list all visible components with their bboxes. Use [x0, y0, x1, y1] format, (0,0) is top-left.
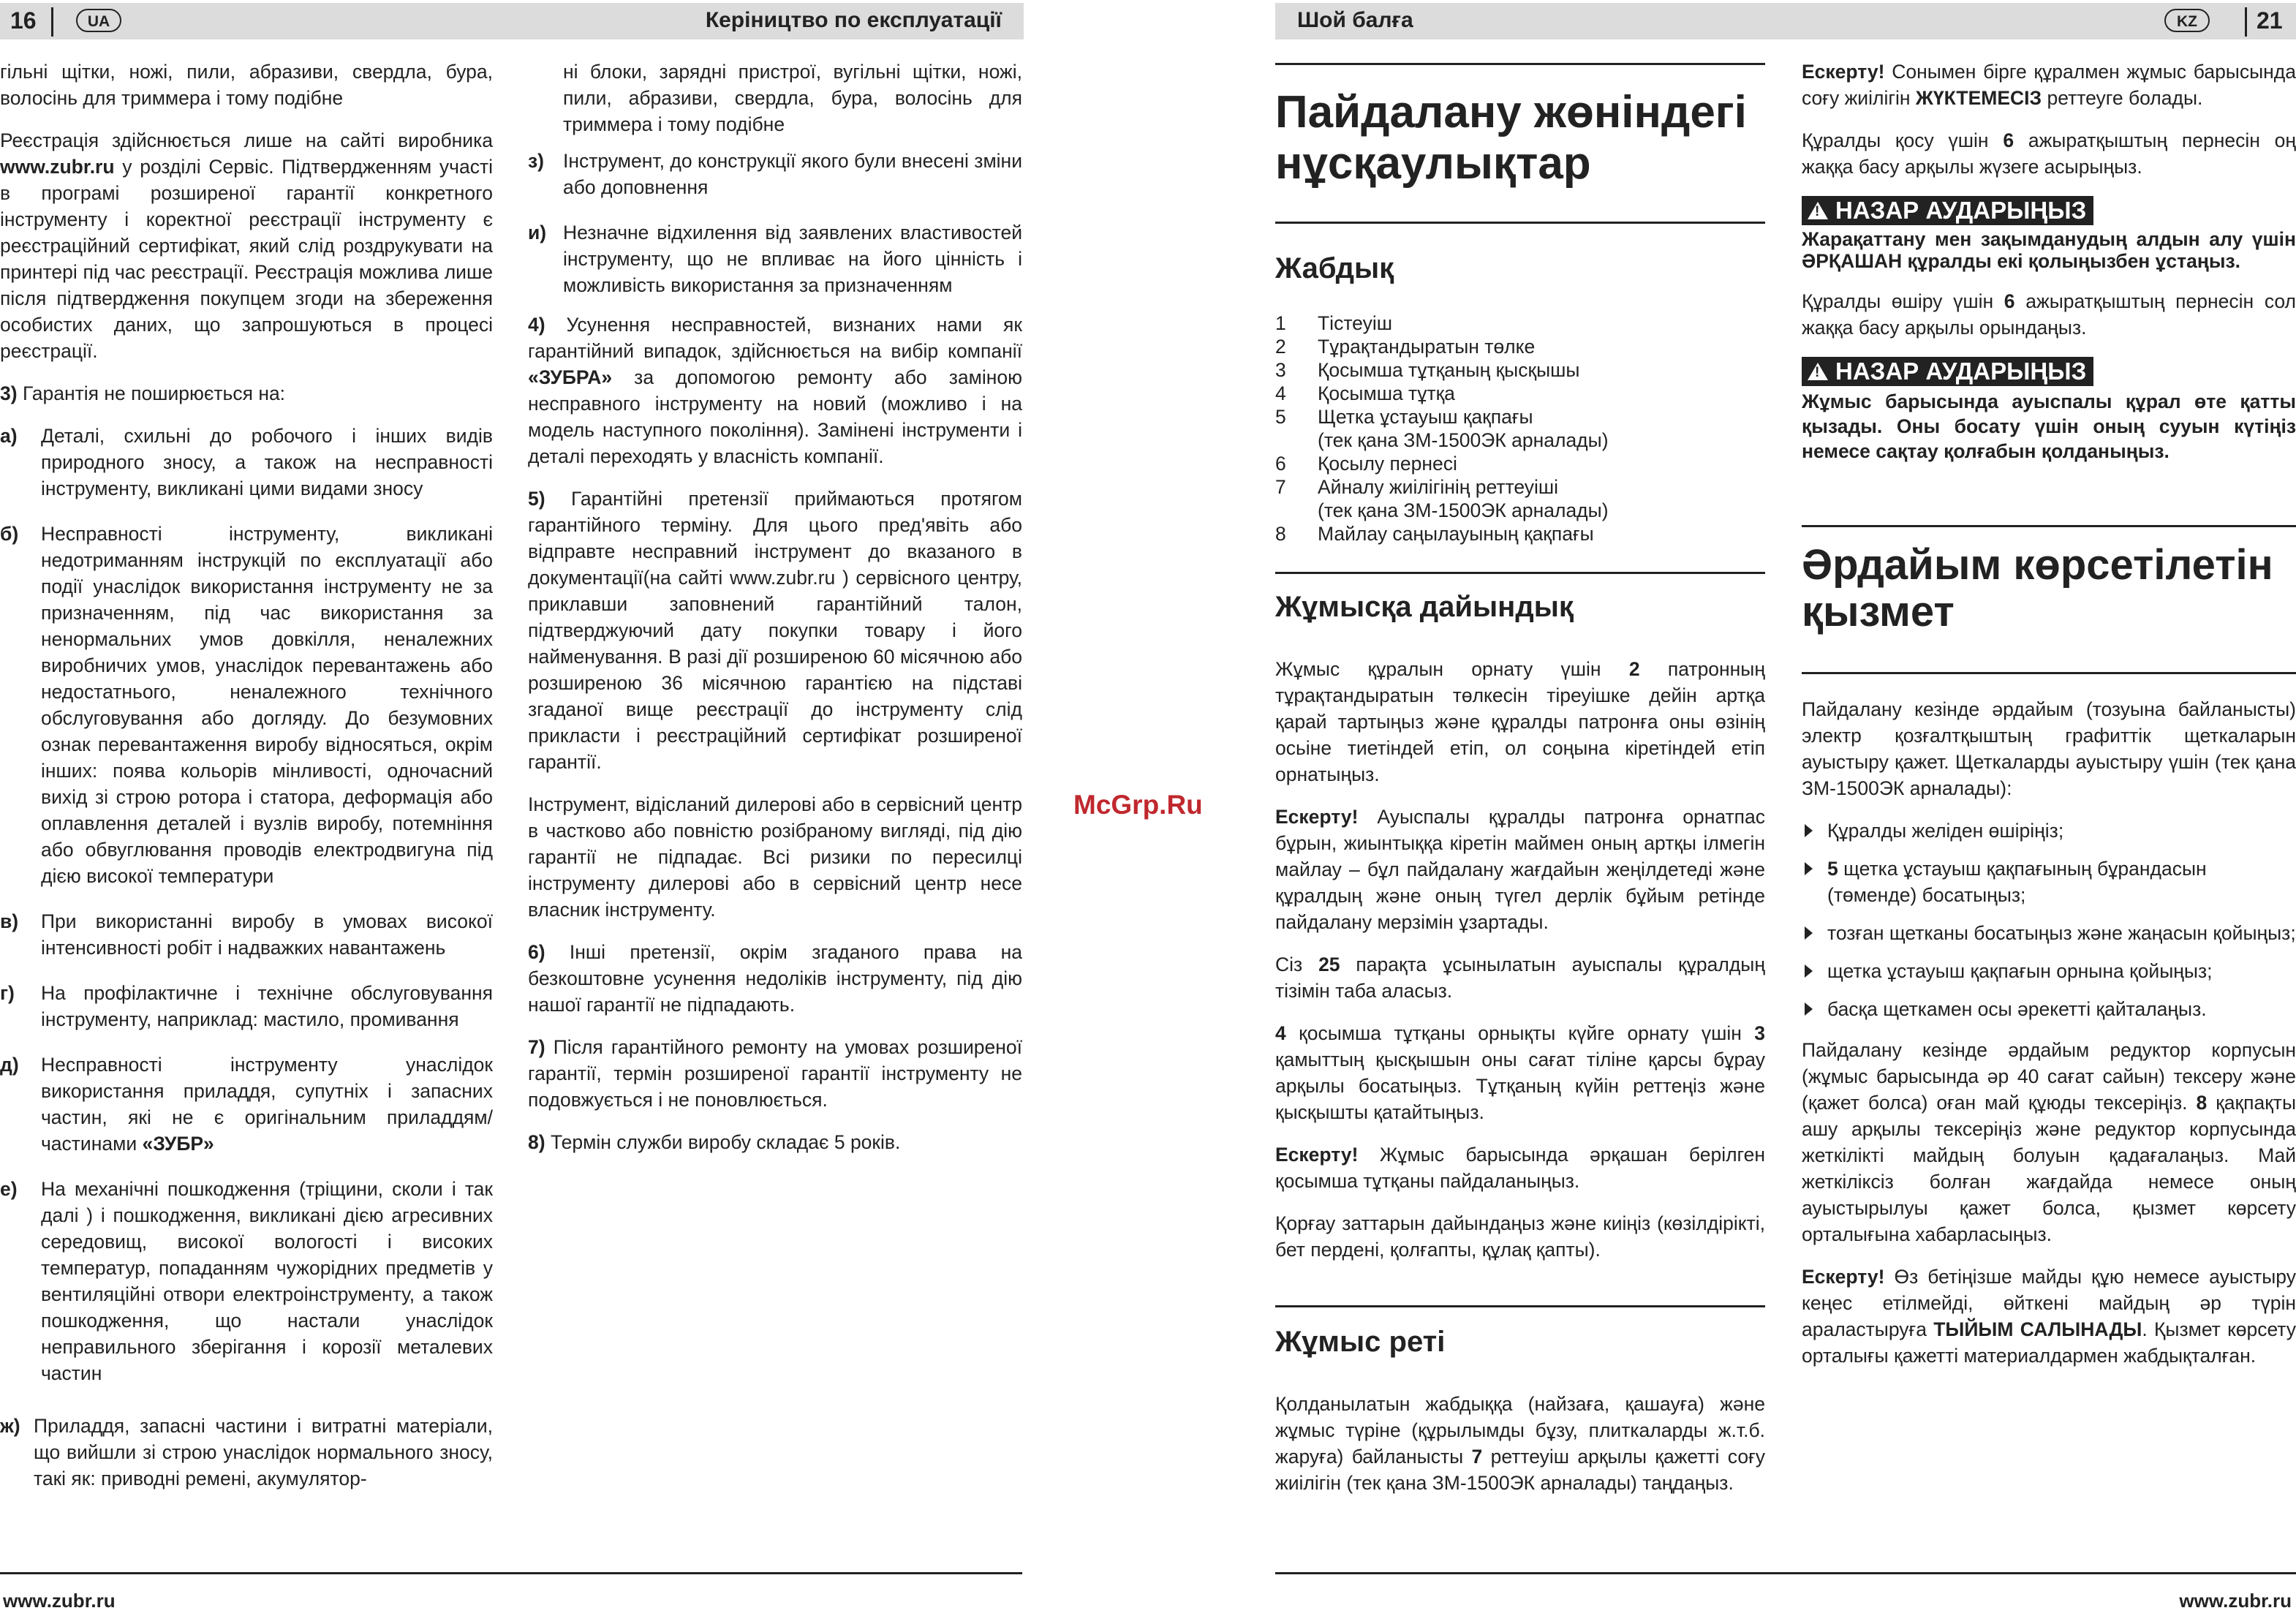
order-paragraph: Қолданылатын жабдыққа (найзаға, қашауға) және жұмыс түріне (құрылымды бұзу, плиткаларды ж.т.б. жаруға) байланысты 7 реттеуіш арқылы қажетті соғу жиілігін (тек қана ЗМ-1500ЭК арналады) таңдаңыз. [1275, 1393, 1765, 1494]
warning-text-2: Жұмыс барысында ауыспалы құрал өте қатты қызады. Оны босату үшін оның сууын күтіңіз немесе сақтау қолғабын қолданыңыз. [1802, 390, 2296, 462]
equipment-item: 5 Щетка ұстауыш қақпағы (тек қана ЗМ-1500ЭК арналады) [1275, 406, 1609, 451]
prep-paragraph-4: 4 қосымша тұтқаны орнықты күйге орнату үшін 3 қамыттың қысқышын оны сағат тіліне қарсы бұрау арқылы босатыңыз. Тұтқаның күйін реттеңіз және қысқышты қатайтыңыз. [1275, 1022, 1765, 1123]
equipment-item: 2 Тұрақтандыратын төлке [1275, 336, 1536, 358]
col4-paragraph-1: Ескерту! Сонымен бірге құралмен жұмыс барысында соғу жиілігін ЖҮКТЕМЕСІЗ реттеуге болады. [1802, 61, 2296, 109]
intro-paragraph: гільні щітки, ножі, пили, абразиви, свердла, бура, волосінь для триммера і тому подібне [0, 61, 493, 109]
arrow-bullet-icon [1805, 862, 1813, 875]
arrow-bullet-icon [1805, 1003, 1813, 1016]
warning-banner-2: ! НАЗАР АУДАРЫҢЫЗ [1802, 357, 2296, 386]
exclusion-item-e: е) На механічні пошкодження (тріщини, сколи і так далі ) і пошкодження, викликані дією агресивних середовищ, високої вологості і високих температур, попаданням чужорідних предметів у вентиляційні отвори електроінструменту, а також пошкодження, що настали унаслідок неправильного зберігання і корозії металевих частин [0, 1178, 493, 1384]
right-lang-badge: KZ [2164, 9, 2210, 32]
order-heading: Жұмыс реті [1275, 1326, 1446, 1358]
service-rule [1802, 525, 2296, 527]
warning-banner-1: ! НАЗАР АУДАРЫҢЫЗ [1802, 196, 2296, 225]
service-paragraph-1: Пайдалану кезінде әрдайым (тозуына байланысты) электр қозғалтқыштың графиттік щеткаларын ауыстыру қажет. Щеткаларды ауыстыру үшін (тек қана ЗМ-1500ЭК арналады): [1802, 698, 2296, 799]
section-8: 8) Термін служби виробу складає 5 років. [528, 1131, 901, 1153]
warning-text-1: Жарақаттану мен зақымданудың алдын алу үшін ӘРҚАШАН құралды екі қолыңызбен ұстаңыз. [1802, 228, 2296, 272]
left-lang-badge: UA [76, 9, 121, 32]
equipment-item: 1 Тістеуіш [1275, 312, 1393, 334]
left-column-1 [0, 58, 493, 1511]
prep-paragraph-6: Қорғау заттарын дайындаңыз және киіңіз (көзілдірікті, бет пердені, қолғапты, құлақ қапты). [1275, 1212, 1765, 1261]
right-page-number: 21 [2257, 7, 2283, 34]
warning-icon: ! [1808, 363, 1828, 380]
exclusion-item-g: г) На профілактичне і технічне обслуговування інструменту, наприклад: мастило, промивання [0, 982, 493, 1030]
service-step: тозған щетканы босатыңыз және жаңасын қойыңыз; [1802, 920, 2296, 946]
equipment-item: 7 Айналу жиілігінің реттеуіші (тек қана ЗМ-1500ЭК арналады) [1275, 476, 1609, 521]
right-footer-rule [1275, 1572, 2296, 1574]
right-column-1 [1275, 58, 1765, 1512]
section-3: 3) Гарантія не поширюється на: [0, 382, 286, 404]
exclusion-item-a: а) Деталі, схильні до робочого і інших видів природного зносу, а також на несправності інструменту, викликані цими видами зносу [0, 425, 493, 499]
service-paragraph-3: Ескерту! Өз бетіңізше майды құю немесе ауыстыру кеңес етілмейді, өйткені майдың әр түрін араластыруға ТЫЙЫМ САЛЫНАДЫ. Қызмет көрсету орталығы қажетті материалдармен жабдықталған. [1802, 1266, 2296, 1367]
right-header-title: Шой балға [1297, 8, 1413, 32]
left-header-separator [51, 7, 53, 37]
arrow-bullet-icon [1805, 926, 1813, 940]
service-title: Әрдайым көрсетілетін қызмет [1802, 541, 2273, 635]
equipment-rule [1275, 222, 1765, 224]
right-footer-url[interactable]: www.zubr.ru [2179, 1590, 2292, 1612]
watermark: McGrp.Ru [1073, 790, 1203, 820]
service-rule-2 [1802, 672, 2296, 674]
exclusion-item-z: з) Інструмент, до конструкції якого були внесені зміни або доповнення [528, 150, 1022, 198]
equipment-item: 8 Майлау саңылауының қақпағы [1275, 523, 1594, 545]
order-rule [1275, 1305, 1765, 1307]
service-step: 5 щетка ұстауыш қақпағының бұрандасын (төменде) босатыңыз; [1802, 856, 2296, 908]
col4-paragraph-2: Құралды қосу үшін 6 ажыратқыштың пернесін оң жаққа басу арқылы жүзеге асырыңыз. [1802, 129, 2296, 178]
service-step: басқа щеткамен осы әрекетті қайталаңыз. [1802, 996, 2296, 1022]
prep-paragraph-3: Сіз 25 парақта ұсынылатын ауыспалы құралдың тізімін таба аласыз. [1275, 954, 1765, 1002]
service-step: щетка ұстауыш қақпағын орнына қойыңыз; [1802, 958, 2296, 984]
right-column-2 [1802, 58, 2296, 1385]
equipment-item: 6 Қосылу пернесі [1275, 453, 1457, 475]
left-header-title: Керіництво по експлуатації [705, 8, 1002, 32]
registration-paragraph: Реєстрація здійснюється лише на сайті виробника www.zubr.ru у розділі Сервіс. Підтвердженням участі в програмі розширеної гарантії конкретного інструменту і коректної реєстрації інструменту є реєстраційний сертифікат, який слід роздрукувати на принтері під час реєстрації. Реєстрація можлива лише після підтвердження покупцем згоди на збереження особистих даних, що запрошуються в процесі реєстрації. [0, 129, 493, 362]
section-7: 7) Після гарантійного ремонту на умовах розширеної гарантії, термін розширеної гарантії інструменту не подовжується і не поновлюється. [528, 1036, 1022, 1111]
main-title: Пайдалану жөніндегі нұсқаулықтар [1275, 87, 1747, 189]
service-step: Құралды желіден өшіріңіз; [1802, 818, 2296, 844]
section-5: 5) Гарантійні претензії приймаються протягом гарантійного терміну. Для цього пред'явіть або відправте несправний інструмент до вказаного в документації(на сайті www.zubr.ru ) сервісного центру, приклавши заповнений гарантійний талон, підтверджуючий дату покупки товару і його найменування. В разі дії розширеною 60 місячною або розширеною 36 місячною гарантією на підставі згаданої вище реєстрації до інструменту слід прикласти і реєстраційний сертифікат розширеної гарантії. [528, 488, 1022, 773]
prep-rule [1275, 572, 1765, 574]
arrow-bullet-icon [1805, 964, 1813, 978]
exclusion-item-d: д) Несправності інструменту унаслідок використання приладдя, супутніх і запасних частин, які не є оригінальним приладдям/частинами «ЗУБР» [0, 1054, 493, 1155]
warning-icon: ! [1808, 202, 1828, 219]
prep-paragraph-5: Ескерту! Жұмыс барысында әрқашан берілген қосымша тұтқаны пайдаланыңыз. [1275, 1144, 1765, 1192]
registration-link[interactable]: www.zubr.ru [0, 156, 115, 178]
exclusion-item-v: в) При використанні виробу в умовах високої інтенсивності робіт і надважких навантажень [0, 910, 493, 959]
equipment-item: 3 Қосымша тұтқаның қысқышы [1275, 359, 1580, 381]
continued-item: ні блоки, зарядні пристрої, вугільні щітки, ножі, пили, абразиви, свердла, бура, волосінь для триммера і тому подібне [563, 61, 1022, 135]
left-page-number: 16 [10, 7, 37, 34]
equipment-heading: Жабдық [1275, 252, 1394, 284]
exclusion-item-b: б) Несправності інструменту, викликані недотриманням інструкцій по експлуатації або події унаслідок використання інструменту не за призначенням, під час використання за ненормальних умов довкілля, неналежних виробничих умов, унаслідок перевантажень або недостатнього, неналежного технічного обслуговування або догляду. До безумовних ознак перевантаження виробу відносяться, окрім інших: поява кольорів мінливості, одночасний вихід зі строю ротора і статора, деформація або оплавлення деталей і вузлів виробу, потемніння або обвуглювання проводів електродвигуна під дією високої температури [0, 523, 493, 887]
arrow-bullet-icon [1805, 824, 1813, 837]
left-footer-url[interactable]: www.zubr.ru [3, 1590, 116, 1612]
right-header-bar [1275, 3, 2296, 39]
title-rule [1275, 63, 1765, 65]
exclusion-item-zh: ж) Приладдя, запасні частини і витратні матеріали, що вийшли зі строю унаслідок нормального зносу, такі як: приводні ремені, акумулятор- [0, 1415, 493, 1489]
service-steps [1802, 818, 2296, 1022]
section-4: 4) Усунення несправностей, визнаних нами як гарантійний випадок, здійснюється на вибір компанії «ЗУБРА» за допомогою ремонту або заміною несправного інструменту на новий (можливо і на модель наступного покоління). Замінені інструменти і деталі переходять у власність компанії. [528, 314, 1022, 467]
section-6: 6) Інші претензії, окрім згаданого права на безкоштовне усунення недоліків інструменту, під дію нашої гарантії не підпадають. [528, 941, 1022, 1016]
left-column-2 [528, 58, 1022, 1171]
equipment-item: 4 Қосымша тұтқа [1275, 382, 1455, 404]
service-paragraph-2: Пайдалану кезінде әрдайым редуктор корпусын (жұмыс барысында әр 40 сағат сайын) тексеру және (қажет болса) оған май құюды тексеріңіз. 8 қақпақты ашу арқылы тексеріңіз және редуктор корпусында жеткілікті майдың болуын қадағалаңыз. Май жеткіліксіз болған жағдайда немесе оның ауыстырылуы қажет болса, қызмет көрсету орталығына хабарласыңыз. [1802, 1039, 2296, 1245]
prep-heading: Жұмысқа дайындық [1275, 591, 1574, 623]
dealer-paragraph: Інструмент, відісланий дилерові або в сервісний центр в частково або повністю розібраному вигляді, під дію гарантії не підпадає. Всі ризики по пересилці інструменту дилерові або в сервісний центр несе власник інструменту. [528, 793, 1022, 921]
prep-paragraph-2: Ескерту! Ауыспалы құралды патронға орнатпас бұрын, жиынтыққа кіретін маймен оның артқы ілмегін майлау – бұл пайдалану жағдайын жеңілдетеді және құралдың және оның түгел дерлік бұйым ретінде пайдалану мерзімін ұзартады. [1275, 806, 1765, 933]
left-footer-rule [0, 1572, 1022, 1574]
col4-paragraph-3: Құралды өшіру үшін 6 ажыратқыштың пернесін сол жаққа басу арқылы орындаңыз. [1802, 290, 2296, 339]
prep-paragraph-1: Жұмыс құралын орнату үшін 2 патронның тұрақтандыратын төлкесін тіреуішке дейін артқа қарай тартыңыз және құралды патронға оны өзінің осьіне тиетіндей етіп, ол соңына кіретіндей етіп орнатыңыз. [1275, 658, 1765, 785]
equipment-list [1275, 312, 1765, 545]
right-header-separator [2245, 7, 2247, 37]
exclusion-item-i: и) Незначне відхилення від заявлених властивостей інструменту, що не впливає на його цінність і можливість використання за призначенням [528, 222, 1022, 296]
